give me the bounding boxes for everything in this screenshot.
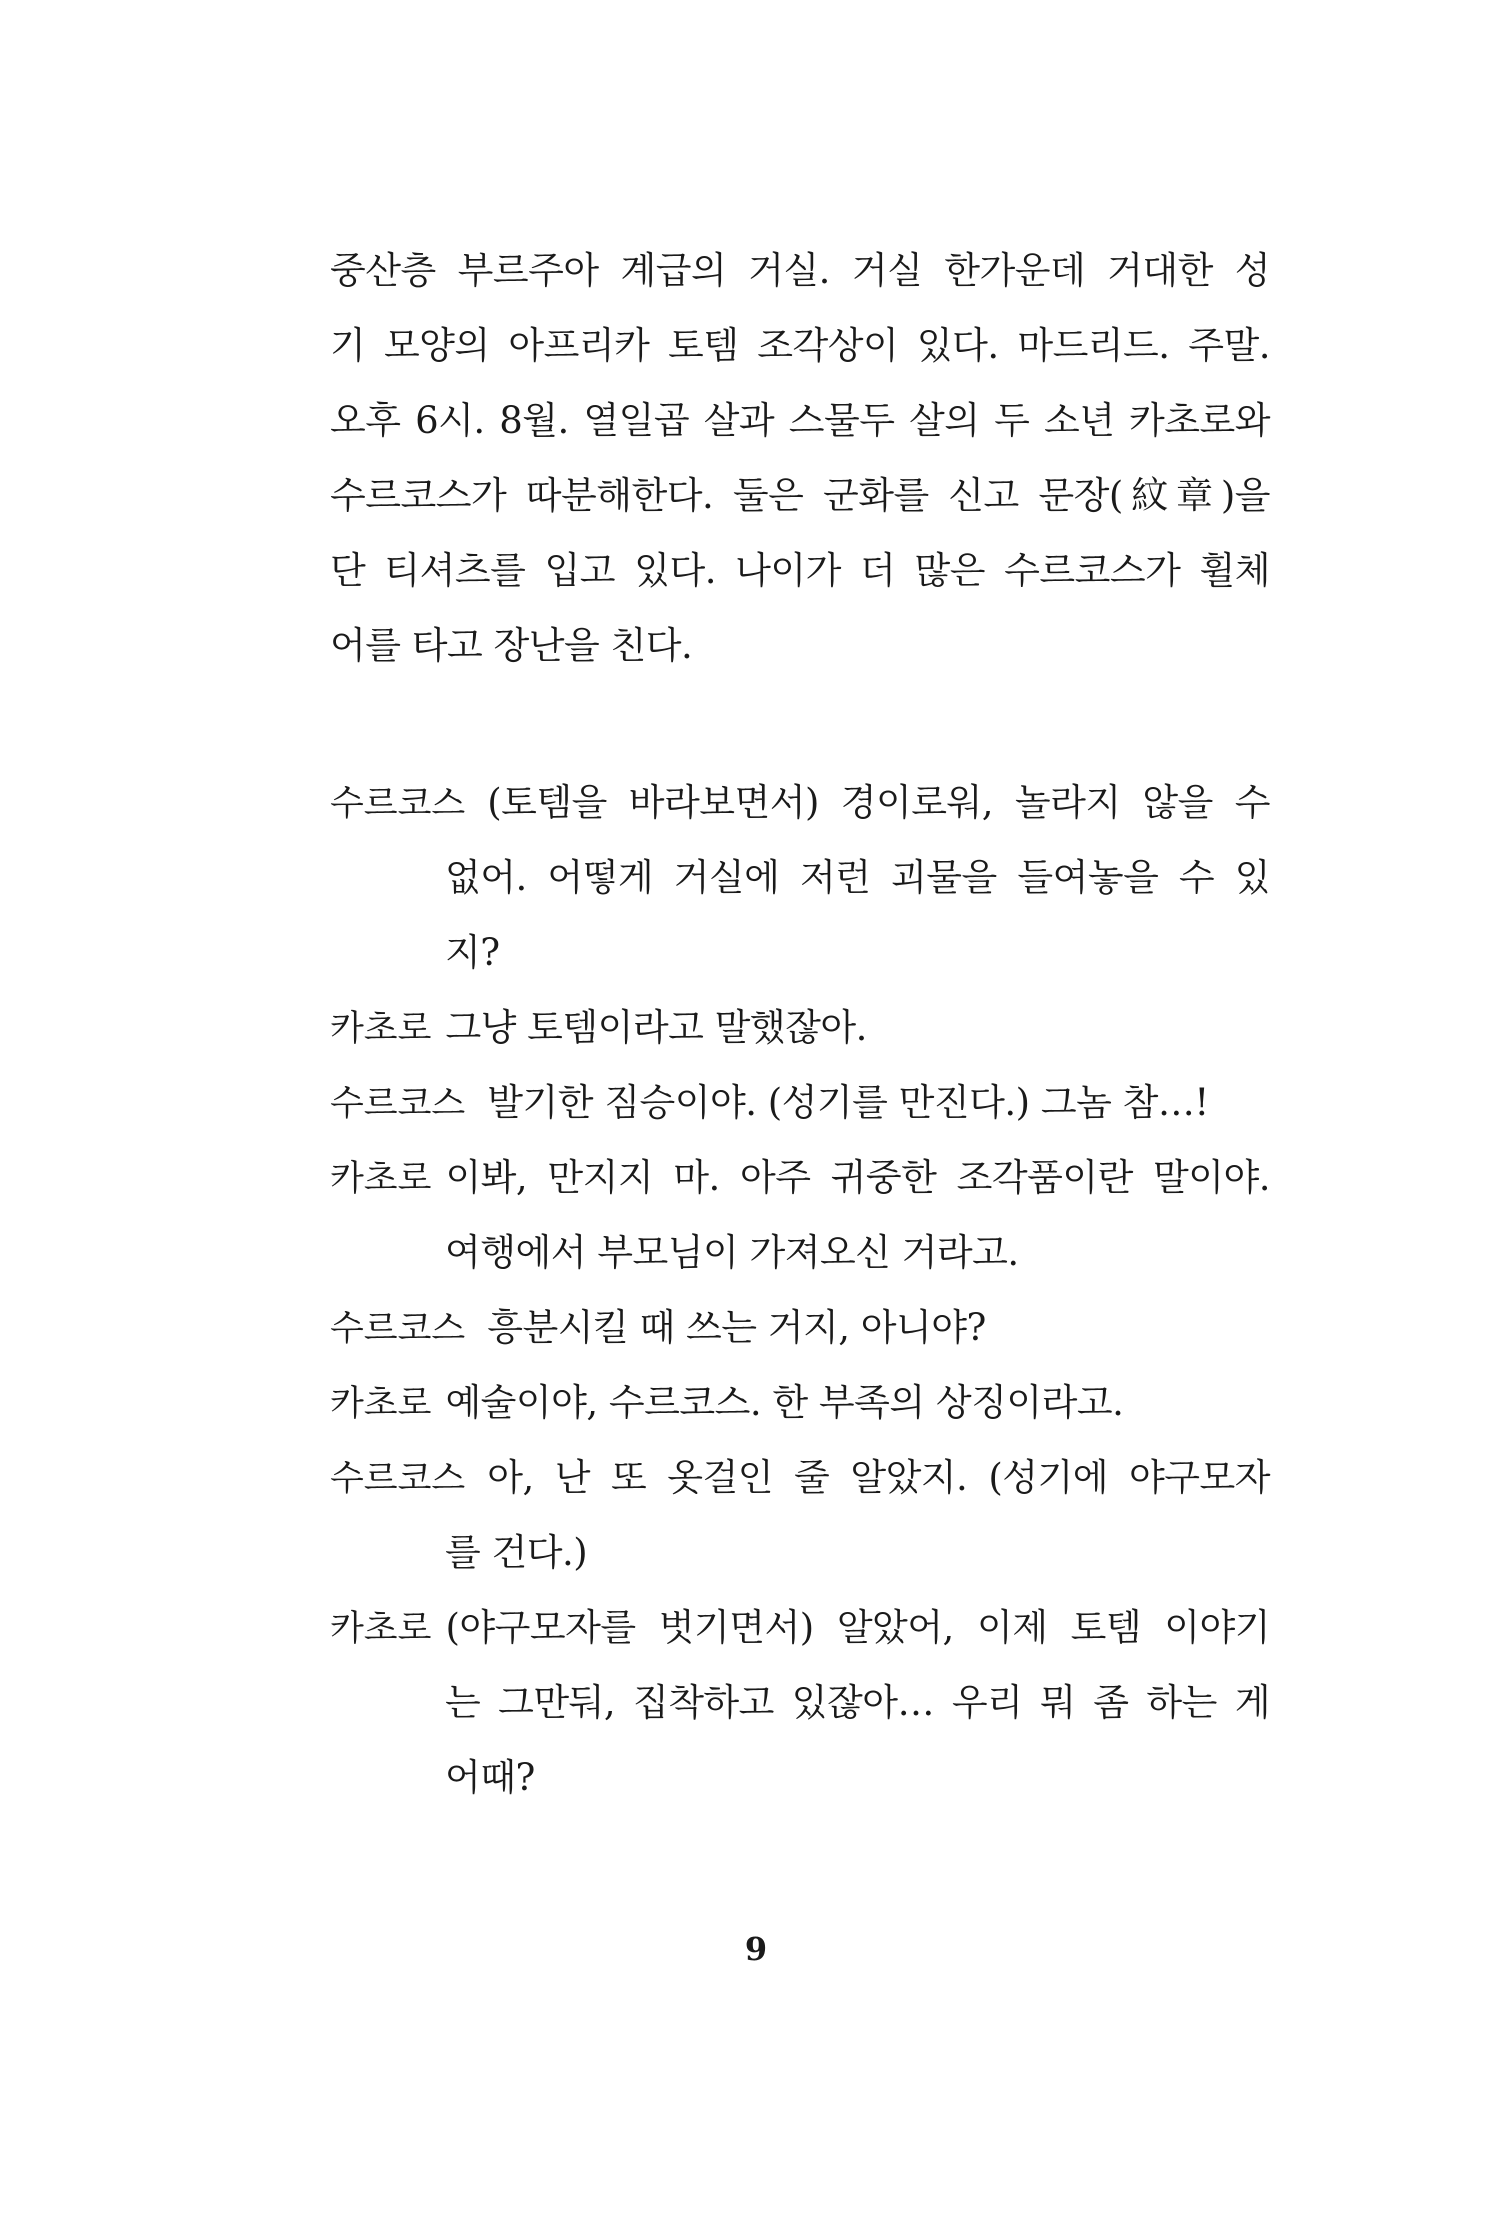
speaker-name: 수르코스 [330,1309,466,1349]
speech-text: 아, 난 또 옷걸인 줄 알았지. (성기에 야구모자 [487,1456,1270,1499]
speaker-name: 카초로 [330,1159,432,1199]
speech-continuation: 는 그만둬, 집착하고 있잖아… 우리 뭐 좀 하는 게 [445,1681,1270,1724]
speaker-name: 수르코스 [330,1084,466,1124]
speaker-name: 수르코스 [330,784,466,824]
speaker-name: 수르코스 [330,1459,466,1499]
stage-direction-line: 수르코스가 따분해한다. 둘은 군화를 신고 문장(紋章)을 [330,474,1270,517]
speech-text: 이봐, 만지지 마. 아주 귀중한 조각품이란 말이야. [445,1156,1270,1199]
stage-direction-line: 중산층 부르주아 계급의 거실. 거실 한가운데 거대한 성 [330,249,1270,292]
speech-text: 예술이야, 수르코스. 한 부족의 상징이라고. [445,1381,1124,1424]
speech-continuation: 여행에서 부모님이 가져오신 거라고. [445,1231,1019,1274]
speech-text: (야구모자를 벗기면서) 알았어, 이제 토템 이야기 [445,1606,1270,1649]
speech-continuation: 를 건다.) [445,1531,588,1574]
speech-continuation: 어때? [445,1756,535,1799]
speech-text: 그냥 토템이라고 말했잖아. [445,1006,867,1049]
dialogue-line [330,1290,1270,1365]
speaker-name: 카초로 [330,1009,432,1049]
dialogue-line [330,990,1270,1065]
dialogue-line [330,1365,1270,1440]
speech-continuation: 없어. 어떻게 거실에 저런 괴물을 들여놓을 수 있 [445,856,1270,899]
speech-text: 발기한 짐승이야. (성기를 만진다.) 그놈 참…! [487,1081,1209,1124]
dialogue-line [330,1140,1270,1215]
dialogue-line [330,1590,1270,1665]
speech-continuation: 지? [445,931,500,974]
stage-direction-line: 오후 6시. 8월. 열일곱 살과 스물두 살의 두 소년 카초로와 [330,399,1270,442]
stage-direction-line: 단 티셔츠를 입고 있다. 나이가 더 많은 수르코스가 휠체 [330,549,1270,592]
speaker-name: 카초로 [330,1609,432,1649]
speech-text: (토템을 바라보면서) 경이로워, 놀라지 않을 수 [487,781,1270,824]
stage-direction-line: 기 모양의 아프리카 토템 조각상이 있다. 마드리드. 주말. [330,324,1270,367]
speaker-name: 카초로 [330,1384,432,1424]
stage-direction-line: 어를 타고 장난을 친다. [330,624,693,667]
dialogue-line [330,765,1270,840]
dialogue-line [330,1065,1270,1140]
page-number: 9 [744,1930,768,1968]
speech-text: 흥분시킬 때 쓰는 거지, 아니야? [487,1306,986,1349]
dialogue-line [330,1440,1270,1515]
